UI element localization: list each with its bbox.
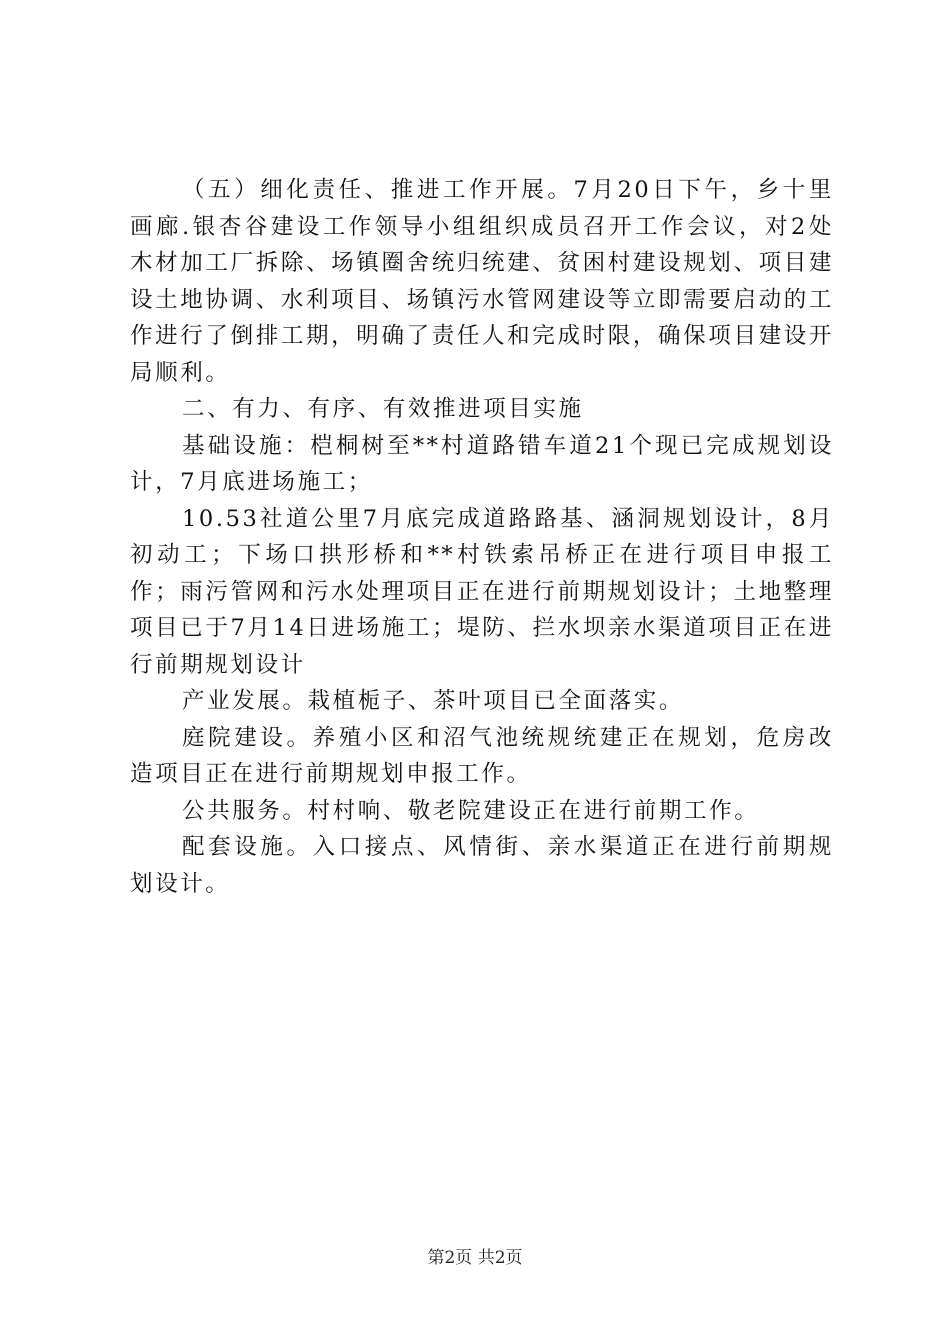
page-number: 第2页 共2页 [427, 1248, 523, 1268]
paragraph-section-five: （五）细化责任、推进工作开展。7月20日下午，乡十里画廊.银杏谷建设工作领导小组组织成员召开工作会议，对2处木材加工厂拆除、场镇圈舍统归统建、贫困村建设规划、项目建设土地协调、水利项目、场镇污水管网建设等立即需要启动的工作进行了倒排工期，明确了责任人和完成时限，确保项目建设开局顺利。 [130, 177, 834, 386]
paragraph-infrastructure: 基础设施：桤桐树至**村道路错车道21个现已完成规划设计，7月底进场施工； [130, 432, 834, 495]
paragraph-courtyard: 庭院建设。养殖小区和沼气池统规统建正在规划，危房改造项目正在进行前期规划申报工作。 [130, 724, 834, 787]
paragraph-supporting-facilities: 配套设施。入口接点、风情街、亲水渠道正在进行前期规划设计。 [130, 834, 834, 897]
document-body [130, 172, 834, 902]
paragraph-industry: 产业发展。栽植栀子、茶叶项目已全面落实。 [182, 688, 685, 714]
paragraph-public-service: 公共服务。村村响、敬老院建设正在进行前期工作。 [182, 797, 760, 824]
paragraph-road-projects: 10.53社道公里7月底完成道路路基、涵洞规划设计，8月初动工；下场口拱形桥和**村铁索吊桥正在进行项目申报工作；雨污管网和污水处理项目正在进行前期规划设计；土地整理项目已于7月14日进场施工；堤防、拦水坝亲水渠道项目正在进行前期规划设计 [130, 505, 834, 678]
heading-section-two: 二、有力、有序、有效推进项目实施 [182, 396, 584, 422]
page-footer [0, 1243, 950, 1268]
